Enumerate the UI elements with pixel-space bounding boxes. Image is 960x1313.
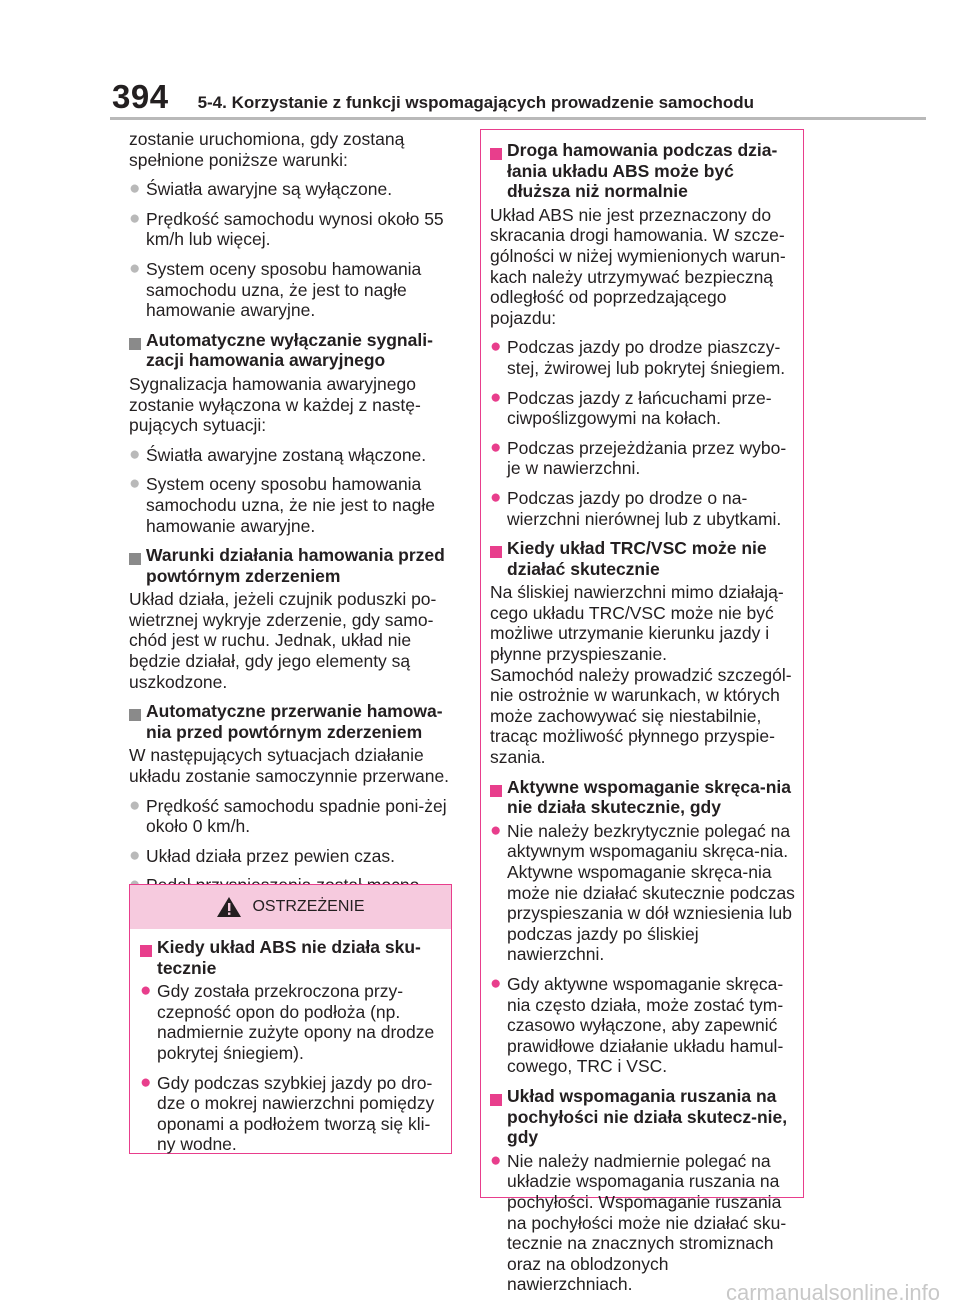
list-item: ● Układ działa przez pewien czas. [129,844,396,866]
list-item: ● Gdy aktywne wspomaganie skręca-nia często działa, może zostać tym-czasowo wyłączone, aby zapewnić prawidłowe działanie układu hamul-cowego, TRC i VSC. [490,972,784,1077]
bullet-icon: ● [129,844,141,866]
bullet-icon: ● [129,794,141,816]
page-number: 394 [112,78,169,115]
section-heading: Aktywne wspomaganie skręca-nia nie działa skutecznie, gdy [490,777,797,818]
list-item: ● System oceny sposobu hamowania samochodu uzna, że nie jest to nagłe hamowanie awaryjne. [129,473,435,536]
section-text: Układ działa, jeżeli czujnik poduszki po-wietrznej wykryje zderzenie, gdy samo-chód jest w ruchu. Jednak, układ nie będzie działał, gdy jego elementy są uszkodzone. [129,589,437,692]
list-item: ● Gdy została przekroczona przy-czepność opon do podłoża (np. nadmiernie zużyte opony na drodze pokrytej śniegiem). [140,980,435,1063]
square-icon [490,785,502,797]
bullet-icon: ● [490,972,502,994]
square-icon [490,148,502,160]
warning-icon [216,896,242,918]
bullet-icon: ● [490,819,502,841]
bullet-icon: ● [140,980,152,1002]
warning-body [130,929,451,1155]
right-warning-column [480,129,804,1295]
bullet-icon: ● [129,207,141,229]
page-header [112,78,754,114]
bullet-icon: ● [129,178,141,200]
list-item: ● System oceny sposobu hamowania samochodu uzna, że jest to nagłe hamowanie awaryjne. [129,257,422,321]
bullet-icon: ● [129,443,141,465]
bullet-icon: ● [129,473,141,495]
intro-text: zostanie uruchomiona, gdy zostaną spełnione poniższe warunki: [129,129,405,170]
watermark-text: carmanualsonline.info [725,1280,940,1305]
bullet-icon: ● [490,336,502,358]
warning-box [129,884,452,1154]
section-heading: Automatyczne wyłączanie sygnali-zacji hamowania awaryjnego [129,330,452,371]
section-text: Układ ABS nie jest przeznaczony do skracania drogi hamowania. W szcze-gólności w niżej wymienionych warun-kach należy utrzymywać bezpieczną odległość od poprzedzającego pojazdu: [490,204,786,328]
bullet-icon: ● [490,1149,502,1171]
list-item: ● Nie należy nadmiernie polegać na układzie wspomagania ruszania na pochyłości. Wspomaganie ruszania na pochyłości może nie działać sku-tecznie na znacznych stromiznach oraz na oblodzonych nawierzchniach. [490,1149,787,1295]
square-icon [129,338,141,350]
bullet-icon: ● [129,257,141,279]
warning-title: OSTRZEŻENIE [252,898,365,915]
list-item: ● Podczas jazdy po drodze o na-wierzchni nierównej lub z ubytkami. [490,486,782,529]
square-icon [129,709,141,721]
section-text: Sygnalizacja hamowania awaryjnego zostanie wyłączona w każdej z nastę-pujących sytuacji: [129,373,421,436]
warning-header [130,885,451,929]
list-item: ● Światła awaryjne zostaną włączone. [129,443,427,465]
section-text: W następujących sytuacjach działanie układu zostanie samoczynnie przerwane. [129,745,450,787]
section-heading: Automatyczne przerwanie hamowa-nia przed powtórnym zderzeniem [129,701,452,742]
square-icon [490,546,502,558]
list-item: ● Gdy podczas szybkiej jazdy po dro-dze o mokrej nawierzchni pomiędzy oponami a podłożem tworzą się kli-ny wodne. [140,1071,435,1155]
square-icon [140,945,152,957]
list-item: ● Prędkość samochodu spadnie poni-żej około 0 km/h. [129,794,447,837]
square-icon [129,553,141,565]
bullet-icon: ● [490,386,502,408]
section-heading: Warunki działania hamowania przed powtórnym zderzeniem [129,545,452,586]
list-item: ● Światła awaryjne są wyłączone. [129,178,393,200]
list-item: ● Prędkość samochodu wynosi około 55 km/h lub więcej. [129,207,444,250]
section-heading: Kiedy układ ABS nie działa sku-tecznie [140,937,443,978]
bullet-icon: ● [490,436,502,458]
list-item: ● Nie należy bezkrytycznie polegać na aktywnym wspomaganiu skręca-nia. Aktywne wspomaganie skręca-nia może nie działać skutecznie podczas przyspieszania w dół wzniesienia lub podczas jazdy po śliskiej nawierzchni. [490,819,795,965]
list-item: ● Podczas jazdy z łańcuchami prze-ciwpoślizgowymi na kołach. [490,386,772,429]
bullet-icon: ● [490,486,502,508]
section-text: Na śliskiej nawierzchni mimo działają-cego układu TRC/VSC może nie być możliwe utrzymanie kierunku jazdy i płynne przyspieszanie. Samochód należy prowadzić szczegól-nie ostrożnie w warunkach, w których może zachowywać się niestabilnie, tracąc możliwość płynnego przyspie-szania. [490,582,792,768]
header-divider [110,117,926,120]
section-heading: Droga hamowania podczas dzia-łania układu ABS może być dłuższa niż normalnie [490,140,797,202]
section-heading: Układ wspomagania ruszania na pochyłości nie działa skutecz-nie, gdy [490,1086,797,1148]
bullet-icon: ● [140,1071,152,1093]
chapter-title: 5-4. Korzystanie z funkcji wspomagających prowadzenie samochodu [197,93,754,112]
list-item: ● Podczas jazdy po drodze piaszczy-stej, żwirowej lub pokrytej śniegiem. [490,336,786,378]
section-heading: Kiedy układ TRC/VSC może nie działać skutecznie [490,538,797,579]
left-column [129,129,452,926]
square-icon [490,1094,502,1106]
list-item: ● Podczas przejeżdżania przez wybo-je w nawierzchni. [490,436,787,479]
